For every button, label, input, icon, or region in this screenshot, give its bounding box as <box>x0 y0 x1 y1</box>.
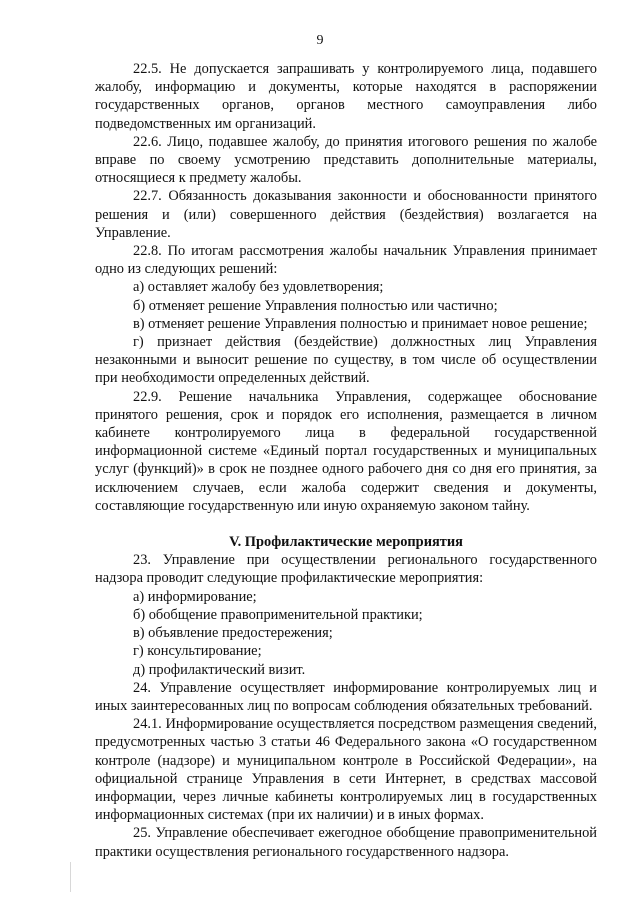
list-item-23-b: б) обобщение правоприменительной практики; <box>133 606 423 623</box>
paragraph-22-7: 22.7. Обязанность доказывания законности и обоснованности принятого решения и (или) совершенного действия (бездействия) возлагается на Управление. <box>95 188 597 241</box>
paragraph-22-5: 22.5. Не допускается запрашивать у контролируемого лица, подавшего жалобу, информацию и документы, которые находятся в распоряжении государственных органов, органов местного самоуправления либо подведомственных им организаций. <box>95 61 597 132</box>
list-item-23-a: а) информирование; <box>133 588 257 605</box>
list-item-22-8-g: г) признает действия (бездействие) должностных лиц Управления незаконными и выносит решение по существу, в том числе об осуществлении при необходимости определенных действий. <box>95 334 597 387</box>
paragraph-22-9: 22.9. Решение начальника Управления, содержащее обоснование принятого решения, срок и порядок его исполнения, размещается в личном кабинете контролируемого лица в федеральной государственной информационной системе «Единый портал государственных и муниципальных услуг (функций)» в срок не позднее одного рабочего дня со дня его принятия, за исключением случаев, если жалоба содержит сведения и документы, составляющие государственную или иную охраняемую законом тайну. <box>95 388 597 514</box>
paragraph-22-8: 22.8. По итогам рассмотрения жалобы начальник Управления принимает одно из следующих решений: <box>95 243 597 278</box>
section-heading: V. Профилактические мероприятия <box>229 534 463 551</box>
paragraph-25: 25. Управление обеспечивает ежегодное обобщение правоприменительной практики осуществления регионального государственного надзора. <box>95 825 597 860</box>
list-item-23-d: д) профилактический визит. <box>133 661 306 678</box>
page-number: 9 <box>316 33 324 48</box>
list-item-22-8-b: б) отменяет решение Управления полностью или частично; <box>133 297 498 314</box>
list-item-22-8-v: в) отменяет решение Управления полностью и принимает новое решение; <box>133 315 588 332</box>
scan-artifact-line <box>70 862 71 892</box>
list-item-23-v: в) объявление предостережения; <box>133 625 333 642</box>
paragraph-24: 24. Управление осуществляет информирование контролируемых лиц и иных заинтересованных лиц по вопросам соблюдения обязательных требований. <box>95 679 597 714</box>
list-item-23-g: г) консультирование; <box>133 643 262 660</box>
paragraph-23: 23. Управление при осуществлении регионального государственного надзора проводит следующие профилактические мероприятия: <box>95 552 597 587</box>
list-item-22-8-a: а) оставляет жалобу без удовлетворения; <box>133 279 384 296</box>
document-body <box>95 60 597 861</box>
paragraph-24-1: 24.1. Информирование осуществляется посредством размещения сведений, предусмотренных частью 3 статьи 46 Федерального закона «О государственном контроле (надзоре) и муниципальном контроле в Российской Федерации», на официальной странице Управления в сети Интернет, в средствах массовой информации, через личные кабинеты контролируемых лиц в государственных информационных системах (при их наличии) и в иных формах. <box>95 716 597 824</box>
paragraph-22-6: 22.6. Лицо, подавшее жалобу, до принятия итогового решения по жалобе вправе по своему усмотрению представить дополнительные материалы, относящиеся к предмету жалобы. <box>95 133 597 187</box>
